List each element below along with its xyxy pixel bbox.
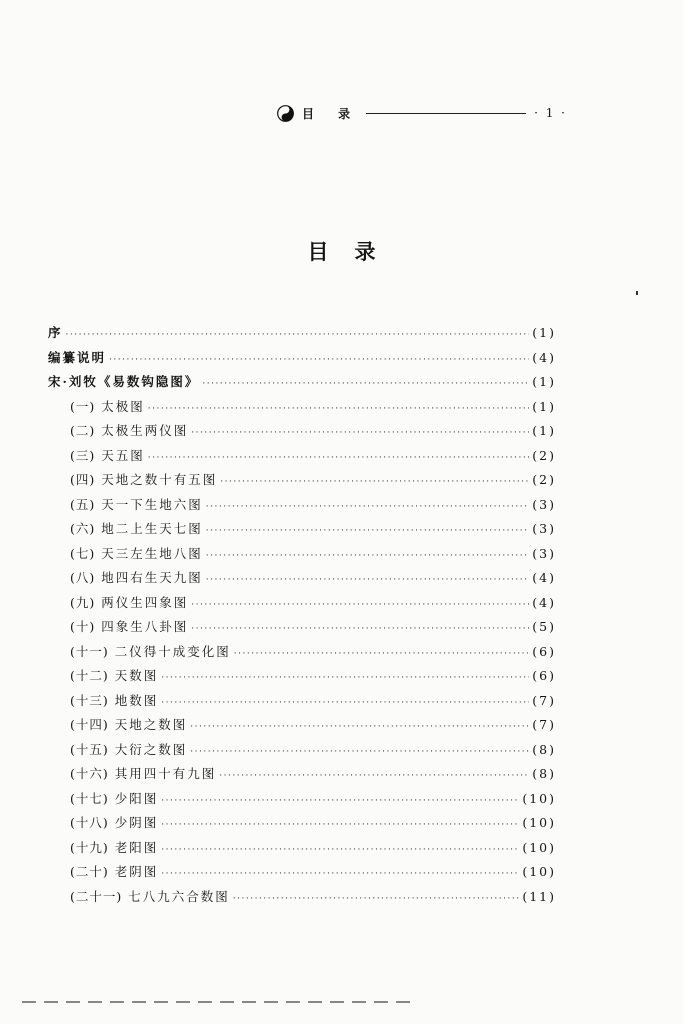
toc-entry-number: (二): [70, 423, 96, 438]
toc-entry: [48, 395, 556, 420]
dot-leader: [148, 446, 530, 471]
dot-leader: [161, 666, 529, 691]
dot-leader: [233, 887, 520, 912]
toc-entry: [48, 713, 556, 738]
toc-entry: [48, 640, 556, 665]
toc-entry: [48, 689, 556, 714]
toc-entry-page: (2): [532, 447, 556, 463]
toc-entry: [48, 885, 556, 910]
toc-entry-label: 天数图: [114, 668, 159, 683]
toc-entry-page: (10): [522, 790, 556, 806]
toc-entry-label: 序: [48, 325, 63, 340]
toc-entry-label: 宋·刘牧《易数钩隐图》: [48, 374, 200, 389]
toc-entry-page: (3): [532, 496, 556, 512]
toc-entry-number: (十五): [70, 741, 109, 757]
dot-leader: [190, 715, 529, 740]
scan-speck: [636, 291, 638, 295]
toc-entry-page: (10): [522, 815, 556, 830]
toc-entry-label: 其用四十有九图: [114, 766, 217, 781]
dot-leader: [161, 789, 519, 814]
toc-entry: [48, 370, 556, 395]
dot-leader: [191, 421, 529, 446]
dot-leader: [206, 568, 530, 593]
toc-entry-page: (2): [532, 472, 556, 487]
toc-entry-page: (10): [522, 864, 556, 879]
toc-entry: [48, 468, 556, 493]
toc-entry-number: (十四): [70, 717, 109, 732]
toc-entry-number: (五): [70, 496, 96, 512]
toc-entry: [48, 762, 556, 787]
dot-leader: [219, 764, 529, 789]
dot-leader: [190, 740, 529, 765]
toc-entry-label: 两仪生四象图: [101, 594, 189, 610]
toc-entry: [48, 860, 556, 885]
toc-entry-label: 二仪得十成变化图: [114, 643, 231, 659]
toc-entry-label: 太极生两仪图: [101, 423, 189, 438]
toc-entry-number: (十二): [70, 668, 109, 683]
toc-entry-number: (六): [70, 521, 96, 536]
toc-entry-label: 天地之数十有五图: [101, 472, 218, 487]
toc-entry-number: (十九): [70, 839, 109, 855]
toc-entry: [48, 615, 556, 640]
toc-entry-number: (三): [70, 447, 96, 463]
toc-entry-label: 七八九六合数图: [128, 888, 230, 904]
toc-entry-number: (八): [70, 570, 96, 585]
toc-entry: [48, 738, 556, 763]
toc-entry: [48, 321, 556, 346]
toc-entry-number: (十三): [70, 692, 109, 708]
toc-entry-number: (九): [70, 594, 96, 610]
toc-entry-page: (4): [532, 570, 556, 585]
toc-entry-label: 天三左生地八图: [101, 545, 203, 561]
toc-entry: [48, 591, 556, 616]
toc-entry-page: (1): [532, 423, 556, 438]
toc-entry-number: (十八): [70, 815, 109, 830]
toc-entry-label: 天五图: [101, 447, 145, 463]
dot-leader: [191, 617, 529, 642]
toc-entry-page: (10): [522, 839, 556, 855]
dot-leader: [161, 838, 519, 863]
dot-leader: [148, 397, 530, 422]
scan-smudge: [22, 1001, 412, 1003]
toc-entry-page: (11): [522, 888, 556, 904]
toc-entry-number: (十): [70, 619, 96, 634]
dot-leader: [161, 813, 519, 838]
toc-entry-page: (4): [532, 594, 556, 610]
dot-leader: [206, 519, 530, 544]
toc-entry-page: (7): [532, 717, 556, 732]
running-header-title: 目 录: [302, 106, 361, 121]
toc-entry-page: (3): [532, 545, 556, 561]
toc-entry-label: 天一下生地六图: [101, 496, 203, 512]
toc-entry-page: (5): [532, 619, 556, 634]
toc-entry-label: 少阳图: [114, 790, 159, 806]
toc-entry-number: (七): [70, 545, 96, 561]
dot-leader: [161, 691, 529, 716]
toc-entry-label: 编纂说明: [48, 349, 107, 365]
toc-entry-label: 少阴图: [114, 815, 159, 830]
toc-entry: [48, 664, 556, 689]
toc-entry: [48, 346, 556, 371]
dot-leader: [161, 862, 519, 887]
toc-entry-label: 天地之数图: [114, 717, 188, 732]
toc-entry-page: (1): [532, 374, 556, 389]
toc-entry-page: (3): [532, 521, 556, 536]
dot-leader: [234, 642, 530, 667]
toc-entry: [48, 787, 556, 812]
toc-entry-number: (二十): [70, 864, 109, 879]
toc-entry-page: (4): [532, 349, 556, 365]
toc-entry: [48, 493, 556, 518]
toc-entry: [48, 566, 556, 591]
toc-entry-page: (6): [532, 668, 556, 683]
dot-leader: [191, 593, 529, 618]
toc-entry-label: 老阴图: [114, 864, 159, 879]
running-header-page-number: · 1 ·: [534, 106, 567, 120]
toc-entry-label: 地二上生天七图: [101, 521, 203, 536]
toc-entry: [48, 836, 556, 861]
running-header: [277, 102, 567, 124]
toc-entry-label: 老阳图: [114, 839, 159, 855]
toc-entry-page: (1): [532, 325, 556, 340]
toc-entry: [48, 517, 556, 542]
toc-entry-number: (十六): [70, 766, 109, 781]
toc-entry-page: (8): [532, 741, 556, 757]
toc-entry-label: 大衍之数图: [114, 741, 188, 757]
toc-entry-label: 地四右生天九图: [101, 570, 203, 585]
toc-entry-page: (1): [532, 398, 556, 414]
toc-entry-label: 地数图: [114, 692, 159, 708]
toc-entry-number: (一): [70, 398, 96, 414]
toc-entry-label: 太极图: [101, 398, 145, 414]
toc-entry-page: (6): [532, 643, 556, 659]
header-rule: [366, 113, 526, 114]
toc-entry-number: (十一): [70, 643, 109, 659]
toc-entry: [48, 444, 556, 469]
toc-entry-label: 四象生八卦图: [101, 619, 189, 634]
dot-leader: [206, 544, 530, 569]
toc-entry-number: (十七): [70, 790, 109, 806]
toc-entry-page: (7): [532, 692, 556, 708]
toc-entry: [48, 542, 556, 567]
page-title: 目录: [307, 239, 402, 264]
toc-entry: [48, 811, 556, 836]
dot-leader: [109, 348, 529, 373]
dot-leader: [202, 372, 529, 397]
dot-leader: [220, 470, 529, 495]
yin-yang-icon: [277, 105, 294, 122]
toc-entry-page: (8): [532, 766, 556, 781]
toc-entry-number: (二十一): [70, 888, 123, 904]
toc-entry-number: (四): [70, 472, 96, 487]
dot-leader: [206, 495, 530, 520]
table-of-contents: [48, 321, 556, 909]
toc-entry: [48, 419, 556, 444]
dot-leader: [66, 323, 530, 348]
